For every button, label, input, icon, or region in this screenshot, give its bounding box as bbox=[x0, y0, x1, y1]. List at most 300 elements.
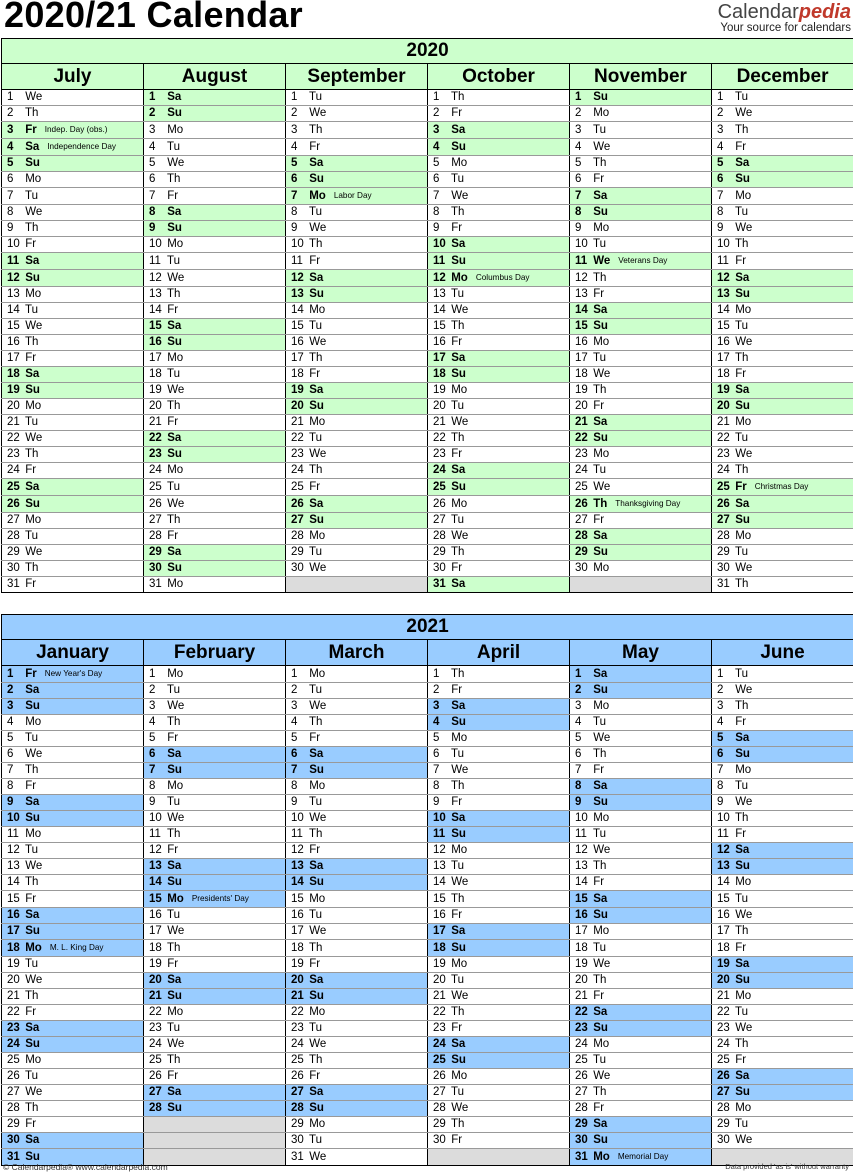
weekday-label: Th bbox=[306, 716, 323, 728]
day-cell bbox=[428, 90, 570, 106]
day-number: 25 bbox=[149, 480, 162, 493]
day-number: 10 bbox=[575, 812, 588, 824]
weekday-label: Mo bbox=[448, 958, 468, 970]
weekday-label: Th bbox=[732, 1038, 749, 1050]
day-cell bbox=[428, 367, 570, 383]
day-cell bbox=[144, 287, 286, 303]
weekday-label: Fr bbox=[590, 288, 605, 300]
weekday-label: Tu bbox=[732, 546, 748, 558]
day-cell bbox=[2, 1085, 144, 1101]
day-number: 7 bbox=[575, 189, 582, 202]
day-cell bbox=[144, 779, 286, 795]
weekday-label: Fr bbox=[22, 892, 37, 905]
weekday-label: Fr bbox=[448, 1134, 463, 1146]
day-number: 21 bbox=[433, 990, 446, 1002]
weekday-label: Fr bbox=[448, 684, 463, 696]
day-number: 16 bbox=[433, 909, 446, 921]
weekday-label: Fr bbox=[22, 668, 37, 680]
weekday-label: We bbox=[306, 448, 327, 460]
day-cell bbox=[570, 513, 712, 529]
day-number: 1 bbox=[149, 91, 156, 103]
day-cell bbox=[2, 253, 144, 270]
day-cell bbox=[286, 335, 428, 351]
day-cell bbox=[2, 367, 144, 383]
weekday-label: Tu bbox=[590, 1054, 606, 1066]
weekday-label: Mo bbox=[448, 384, 468, 396]
day-cell bbox=[144, 973, 286, 989]
weekday-label: Su bbox=[590, 1022, 608, 1034]
day-number: 15 bbox=[149, 320, 162, 332]
day-cell bbox=[286, 924, 428, 940]
day-number: 16 bbox=[717, 909, 730, 921]
day-cell bbox=[712, 1005, 853, 1021]
day-cell bbox=[144, 989, 286, 1005]
day-cell bbox=[286, 843, 428, 859]
weekday-label: We bbox=[306, 107, 327, 119]
day-number: 13 bbox=[149, 860, 162, 872]
weekday-label: We bbox=[732, 684, 753, 696]
weekday-label: Tu bbox=[22, 844, 38, 856]
day-number: 30 bbox=[7, 1134, 20, 1146]
day-cell bbox=[428, 529, 570, 545]
day-number: 26 bbox=[291, 497, 304, 510]
day-cell bbox=[286, 811, 428, 827]
day-cell bbox=[144, 367, 286, 383]
day-number: 22 bbox=[291, 1006, 304, 1018]
day-number: 15 bbox=[291, 892, 304, 905]
day-number: 29 bbox=[433, 1118, 446, 1130]
day-cell bbox=[2, 287, 144, 303]
weekday-label: Mo bbox=[732, 764, 752, 776]
day-number: 23 bbox=[291, 448, 304, 460]
weekday-label: Tu bbox=[22, 530, 38, 542]
day-cell bbox=[712, 699, 853, 715]
day-number: 3 bbox=[291, 123, 298, 136]
weekday-label: We bbox=[590, 480, 611, 493]
weekday-label: We bbox=[22, 91, 43, 103]
day-cell bbox=[2, 221, 144, 237]
weekday-label: Mo bbox=[732, 876, 752, 888]
day-number: 14 bbox=[575, 876, 588, 888]
weekday-label: Su bbox=[22, 1038, 40, 1050]
day-cell bbox=[428, 715, 570, 731]
weekday-label: Su bbox=[164, 448, 182, 460]
day-number: 8 bbox=[433, 780, 440, 792]
weekday-label: Sa bbox=[732, 271, 750, 284]
day-number: 2 bbox=[575, 107, 582, 119]
day-number: 15 bbox=[433, 892, 446, 905]
day-cell bbox=[428, 1085, 570, 1101]
weekday-label: Fr bbox=[22, 352, 37, 364]
day-number: 19 bbox=[291, 958, 304, 970]
day-cell bbox=[144, 172, 286, 188]
weekday-label: Th bbox=[448, 206, 465, 218]
day-cell bbox=[712, 188, 853, 205]
weekday-label: We bbox=[22, 748, 43, 760]
month-header: October bbox=[428, 64, 570, 90]
weekday-label: Su bbox=[306, 876, 324, 888]
weekday-label: Mo bbox=[164, 464, 184, 476]
day-number: 28 bbox=[7, 530, 20, 542]
day-cell bbox=[570, 496, 712, 513]
weekday-label: Fr bbox=[164, 416, 179, 428]
weekday-label: Sa bbox=[306, 860, 324, 872]
day-cell bbox=[286, 513, 428, 529]
day-cell bbox=[2, 463, 144, 479]
weekday-label: Fr bbox=[164, 304, 179, 316]
weekday-label: Mo bbox=[590, 448, 610, 460]
weekday-label: Sa bbox=[164, 860, 182, 872]
day-cell bbox=[570, 666, 712, 683]
weekday-label: Th bbox=[732, 464, 749, 476]
day-number: 9 bbox=[7, 222, 14, 234]
weekday-label: Th bbox=[732, 352, 749, 364]
day-number: 3 bbox=[149, 700, 156, 712]
weekday-label: Su bbox=[732, 974, 750, 986]
day-cell bbox=[286, 383, 428, 399]
weekday-label: Mo bbox=[590, 562, 610, 574]
day-cell bbox=[428, 447, 570, 463]
day-cell bbox=[712, 891, 853, 908]
weekday-label: Tu bbox=[732, 1118, 748, 1130]
day-number: 29 bbox=[717, 546, 730, 558]
day-number: 28 bbox=[149, 530, 162, 542]
day-number: 6 bbox=[149, 173, 156, 185]
weekday-label: Fr bbox=[306, 368, 321, 380]
weekday-label: Fr bbox=[164, 189, 179, 202]
day-number: 23 bbox=[717, 448, 730, 460]
weekday-label: Sa bbox=[22, 1022, 40, 1034]
day-cell bbox=[570, 188, 712, 205]
day-cell bbox=[2, 715, 144, 731]
day-cell bbox=[570, 763, 712, 779]
weekday-label: Su bbox=[164, 876, 182, 888]
day-number: 18 bbox=[149, 941, 162, 954]
weekday-label: Mo bbox=[732, 990, 752, 1002]
day-cell bbox=[712, 351, 853, 367]
day-number: 15 bbox=[149, 893, 162, 905]
day-number: 2 bbox=[149, 107, 156, 119]
day-number: 5 bbox=[291, 157, 298, 169]
weekday-label: Fr bbox=[22, 1006, 37, 1018]
day-number: 20 bbox=[433, 974, 446, 986]
day-cell bbox=[286, 431, 428, 447]
weekday-label: Fr bbox=[22, 464, 37, 476]
weekday-label: Mo bbox=[164, 123, 184, 136]
weekday-label: Sa bbox=[306, 497, 324, 510]
day-number: 13 bbox=[7, 860, 20, 872]
day-number: 21 bbox=[433, 416, 446, 428]
weekday-label: Sa bbox=[590, 667, 608, 680]
day-number: 18 bbox=[717, 941, 730, 954]
day-cell bbox=[2, 973, 144, 989]
weekday-label: Th bbox=[732, 700, 749, 712]
day-number: 22 bbox=[291, 432, 304, 444]
day-number: 16 bbox=[433, 336, 446, 348]
day-number: 12 bbox=[7, 271, 20, 284]
day-cell bbox=[286, 319, 428, 335]
day-cell bbox=[712, 1021, 853, 1037]
day-cell bbox=[712, 875, 853, 891]
day-cell bbox=[286, 415, 428, 431]
empty-day-cell bbox=[144, 1133, 286, 1149]
weekday-label: Mo bbox=[732, 304, 752, 316]
weekday-label: Th bbox=[590, 157, 607, 169]
day-cell bbox=[570, 715, 712, 731]
day-number: 3 bbox=[433, 700, 440, 712]
weekday-label: Su bbox=[590, 796, 608, 808]
day-cell bbox=[712, 1085, 853, 1101]
day-cell bbox=[144, 303, 286, 319]
day-cell bbox=[712, 683, 853, 699]
day-number: 11 bbox=[717, 254, 729, 267]
day-number: 26 bbox=[717, 497, 730, 510]
weekday-label: We bbox=[732, 562, 753, 574]
day-number: 17 bbox=[149, 352, 162, 364]
day-cell bbox=[428, 811, 570, 827]
day-cell bbox=[2, 779, 144, 795]
day-number: 24 bbox=[717, 1038, 730, 1050]
day-cell bbox=[570, 463, 712, 479]
day-number: 24 bbox=[433, 1038, 446, 1050]
brand-logo[interactable] bbox=[718, 2, 851, 35]
day-cell bbox=[570, 940, 712, 957]
day-cell bbox=[2, 122, 144, 139]
weekday-label: Sa bbox=[448, 700, 466, 712]
weekday-label: Su bbox=[306, 173, 324, 185]
weekday-label: Tu bbox=[164, 480, 180, 493]
weekday-label: Th bbox=[306, 123, 323, 136]
day-number: 12 bbox=[575, 271, 588, 284]
weekday-label: We bbox=[732, 222, 753, 234]
day-cell bbox=[144, 924, 286, 940]
weekday-label: Mo bbox=[590, 1038, 610, 1050]
weekday-label: Th bbox=[732, 925, 749, 937]
day-cell bbox=[2, 188, 144, 205]
day-cell bbox=[428, 351, 570, 367]
day-cell bbox=[428, 172, 570, 188]
day-cell bbox=[428, 156, 570, 172]
weekday-label: Mo bbox=[306, 1006, 326, 1018]
day-cell bbox=[712, 989, 853, 1005]
day-number: 18 bbox=[433, 368, 446, 380]
day-number: 14 bbox=[149, 304, 162, 316]
day-number: 29 bbox=[291, 1118, 304, 1130]
day-cell bbox=[144, 529, 286, 545]
day-cell bbox=[144, 351, 286, 367]
day-cell bbox=[428, 335, 570, 351]
day-cell bbox=[144, 843, 286, 859]
day-cell bbox=[570, 779, 712, 795]
day-number: 17 bbox=[575, 925, 588, 937]
weekday-label: Fr bbox=[732, 941, 747, 954]
day-cell bbox=[144, 699, 286, 715]
weekday-label: Sa bbox=[22, 141, 40, 153]
day-number: 5 bbox=[717, 732, 724, 744]
weekday-label: Sa bbox=[732, 958, 750, 970]
weekday-label: Su bbox=[306, 764, 324, 776]
day-cell bbox=[144, 891, 286, 908]
day-number: 29 bbox=[7, 546, 20, 558]
day-cell bbox=[2, 529, 144, 545]
day-number: 17 bbox=[717, 352, 730, 364]
day-number: 25 bbox=[433, 480, 446, 493]
weekday-label: Mo bbox=[164, 1006, 184, 1018]
day-cell bbox=[570, 139, 712, 156]
day-number: 1 bbox=[717, 667, 724, 680]
day-cell bbox=[2, 666, 144, 683]
day-number: 14 bbox=[7, 876, 20, 888]
weekday-label: Su bbox=[732, 860, 750, 872]
day-cell bbox=[286, 1005, 428, 1021]
day-cell bbox=[2, 237, 144, 253]
day-cell bbox=[286, 561, 428, 577]
day-number: 31 bbox=[291, 1150, 304, 1163]
day-cell bbox=[2, 1037, 144, 1053]
weekday-label: Sa bbox=[590, 416, 608, 428]
day-cell bbox=[286, 447, 428, 463]
weekday-label: Sa bbox=[448, 578, 466, 590]
weekday-label: Mo bbox=[22, 716, 42, 728]
day-number: 24 bbox=[575, 1038, 588, 1050]
weekday-label: Tu bbox=[164, 254, 180, 267]
day-cell bbox=[428, 431, 570, 447]
day-number: 11 bbox=[291, 828, 303, 840]
day-cell bbox=[712, 303, 853, 319]
day-number: 28 bbox=[433, 530, 446, 542]
weekday-label: Fr bbox=[22, 780, 37, 792]
day-cell bbox=[712, 577, 853, 593]
day-number: 7 bbox=[7, 189, 14, 202]
day-cell bbox=[428, 747, 570, 763]
day-number: 7 bbox=[433, 189, 440, 202]
weekday-label: Su bbox=[732, 288, 750, 300]
day-number: 8 bbox=[717, 206, 724, 218]
day-cell bbox=[2, 940, 144, 957]
day-cell bbox=[712, 940, 853, 957]
day-number: 27 bbox=[7, 514, 20, 526]
day-cell bbox=[286, 940, 428, 957]
day-number: 17 bbox=[7, 352, 20, 364]
day-number: 18 bbox=[149, 368, 162, 380]
day-number: 3 bbox=[433, 123, 440, 136]
day-cell bbox=[144, 253, 286, 270]
day-cell bbox=[2, 545, 144, 561]
weekday-label: Sa bbox=[306, 271, 324, 284]
weekday-label: Tu bbox=[22, 416, 38, 428]
weekday-label: Su bbox=[590, 1134, 608, 1146]
day-cell bbox=[712, 496, 853, 513]
weekday-label: Su bbox=[306, 288, 324, 300]
day-cell bbox=[570, 699, 712, 715]
day-cell bbox=[144, 383, 286, 399]
day-cell bbox=[144, 1053, 286, 1069]
weekday-label: Su bbox=[164, 990, 182, 1002]
day-number: 30 bbox=[433, 1134, 446, 1146]
day-cell bbox=[428, 221, 570, 237]
weekday-label: Tu bbox=[590, 941, 606, 954]
day-number: 21 bbox=[717, 416, 730, 428]
day-cell bbox=[2, 335, 144, 351]
day-cell bbox=[144, 1005, 286, 1021]
day-number: 2 bbox=[717, 684, 724, 696]
weekday-label: Su bbox=[22, 157, 40, 169]
day-cell bbox=[428, 699, 570, 715]
day-number: 10 bbox=[149, 812, 162, 824]
day-number: 15 bbox=[433, 320, 446, 332]
day-number: 21 bbox=[149, 990, 162, 1002]
weekday-label: Sa bbox=[448, 1038, 466, 1050]
day-cell bbox=[144, 335, 286, 351]
day-number: 18 bbox=[575, 368, 588, 380]
day-number: 7 bbox=[291, 190, 298, 202]
day-number: 28 bbox=[575, 1102, 588, 1114]
weekday-label: Mo bbox=[22, 288, 42, 300]
weekday-label: Sa bbox=[164, 320, 182, 332]
day-number: 1 bbox=[291, 667, 298, 680]
day-number: 7 bbox=[149, 189, 156, 202]
day-cell bbox=[144, 957, 286, 973]
day-cell bbox=[712, 513, 853, 529]
day-number: 25 bbox=[575, 1054, 588, 1066]
weekday-label: Sa bbox=[164, 91, 182, 103]
month-header: July bbox=[2, 64, 144, 90]
day-number: 29 bbox=[291, 546, 304, 558]
day-cell bbox=[286, 827, 428, 843]
day-number: 31 bbox=[433, 578, 446, 590]
day-number: 16 bbox=[149, 909, 162, 921]
weekday-label: Sa bbox=[306, 157, 324, 169]
day-cell bbox=[2, 957, 144, 973]
day-cell bbox=[712, 859, 853, 875]
day-cell bbox=[712, 415, 853, 431]
day-cell bbox=[286, 545, 428, 561]
day-number: 5 bbox=[149, 732, 156, 744]
day-number: 20 bbox=[291, 400, 304, 412]
weekday-label: Fr bbox=[590, 990, 605, 1002]
day-number: 7 bbox=[717, 189, 724, 202]
weekday-label: Tu bbox=[306, 1134, 322, 1146]
day-cell bbox=[144, 795, 286, 811]
weekday-label: We bbox=[22, 206, 43, 218]
day-number: 23 bbox=[433, 1022, 446, 1034]
day-cell bbox=[428, 908, 570, 924]
day-number: 23 bbox=[291, 1022, 304, 1034]
day-cell bbox=[286, 1021, 428, 1037]
weekday-label: Su bbox=[732, 400, 750, 412]
weekday-label: We bbox=[448, 530, 469, 542]
day-number: 26 bbox=[7, 497, 20, 510]
weekday-label: Tu bbox=[732, 320, 748, 332]
day-number: 30 bbox=[291, 562, 304, 574]
day-cell bbox=[2, 172, 144, 188]
day-cell bbox=[712, 731, 853, 747]
weekday-label: Fr bbox=[590, 514, 605, 526]
day-number: 16 bbox=[575, 909, 588, 921]
weekday-label: Th bbox=[22, 1102, 39, 1114]
day-cell bbox=[286, 253, 428, 270]
day-number: 8 bbox=[7, 780, 14, 792]
day-cell bbox=[144, 1069, 286, 1085]
day-cell bbox=[2, 859, 144, 875]
day-number: 5 bbox=[575, 732, 582, 744]
weekday-label: We bbox=[306, 336, 327, 348]
day-number: 9 bbox=[433, 222, 440, 234]
day-number: 14 bbox=[717, 876, 730, 888]
day-cell bbox=[570, 683, 712, 699]
day-number: 16 bbox=[7, 336, 20, 348]
day-number: 30 bbox=[717, 562, 730, 574]
